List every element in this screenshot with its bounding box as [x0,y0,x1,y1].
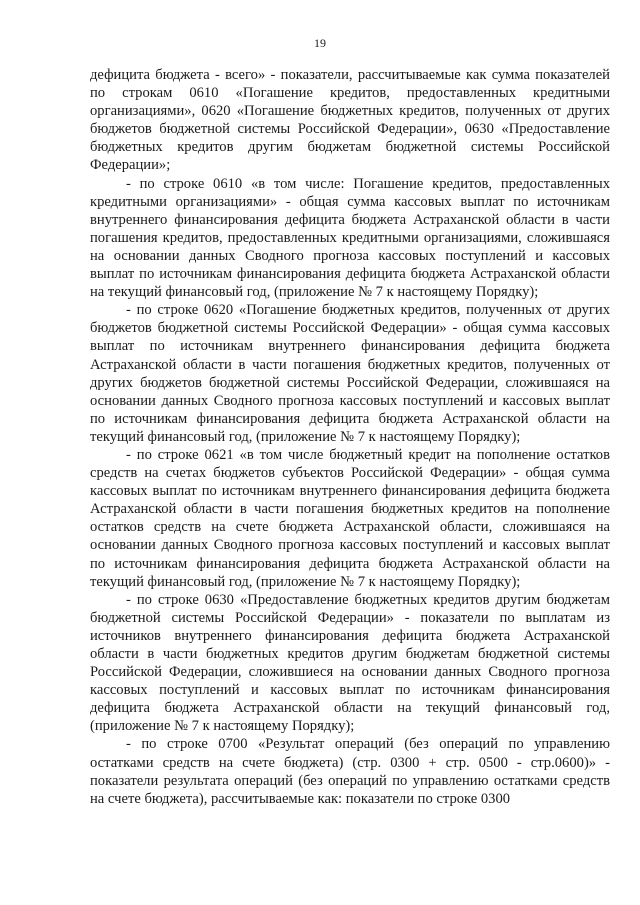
paragraph-total-deficit: дефицита бюджета - всего» - показатели, рассчитываемые как сумма показателей по строкам 0610 «Погашение кредитов, предоставленных кредитными организациями», 0620 «Погашение бюджетных кредитов, полученных от других бюджетов бюджетной системы Российской Федерации», 0630 «Предоставление бюджетных кредитов другим бюджетам бюджетной системы Российской Федерации»; [90,67,610,174]
paragraph-line-0700: - по строке 0700 «Результат операций (без операций по управлению остатками средств на счете бюджета) (стр. 0300 + стр. 0500 - стр.0600)» - показатели результата операций (без операций по управлению остатками средств на счете бюджета), рассчитываемые как: показатели по строке 0300 [90,736,610,807]
document-body [90,66,610,808]
paragraph-line-0620: - по строке 0620 «Погашение бюджетных кредитов, полученных от других бюджетов бюджетной системы Российской Федерации» - общая сумма кассовых выплат по источникам внутреннего финансирования дефицита бюджета Астраханской области в части погашения бюджетных кредитов, полученных от других бюджетов бюджетной системы Российской Федерации, сложившаяся на основании данных Сводного прогноза кассовых поступлений и кассовых выплат по источникам финансирования дефицита бюджета Астраханской области на текущий финансовый год, (приложение № 7 к настоящему Порядку); [90,302,610,445]
paragraph-line-0621: - по строке 0621 «в том числе бюджетный кредит на пополнение остатков средств на счетах бюджетов субъектов Российской Федерации» - общая сумма кассовых выплат по источникам внутреннего финансирования дефицита бюджета Астраханской области в части погашения бюджетных кредитов на пополнение остатков средств на счете бюджета Астраханской области, сложившаяся на основании данных Сводного прогноза кассовых поступлений и кассовых выплат по источникам финансирования дефицита бюджета Астраханской области на текущий финансовый год, (приложение № 7 к настоящему Порядку); [90,446,610,590]
paragraph-line-0630: - по строке 0630 «Предоставление бюджетных кредитов другим бюджетам бюджетной системы Российской Федерации» - показатели по выплатам из источников внутреннего финансирования дефицита бюджета Астраханской области в части бюджетных кредитов другим бюджетам бюджетной системы Российской Федерации, сложившиеся на основании данных Сводного прогноза кассовых поступлений и кассовых выплат по источникам финансирования дефицита бюджета Астраханской области на текущий финансовый год, (приложение № 7 к настоящему Порядку); [90,591,610,735]
paragraph-line-0610: - по строке 0610 «в том числе: Погашение кредитов, предоставленных кредитными организациями» - общая сумма кассовых выплат по источникам внутреннего финансирования дефицита бюджета Астраханской области в части погашения кредитов, предоставленных кредитными организациями, сложившаяся на основании данных Сводного прогноза кассовых поступлений и кассовых выплат по источникам финансирования дефицита бюджета Астраханской области на текущий финансовый год, (приложение № 7 к настоящему Порядку); [90,175,610,301]
page-number: 19 [314,36,326,50]
